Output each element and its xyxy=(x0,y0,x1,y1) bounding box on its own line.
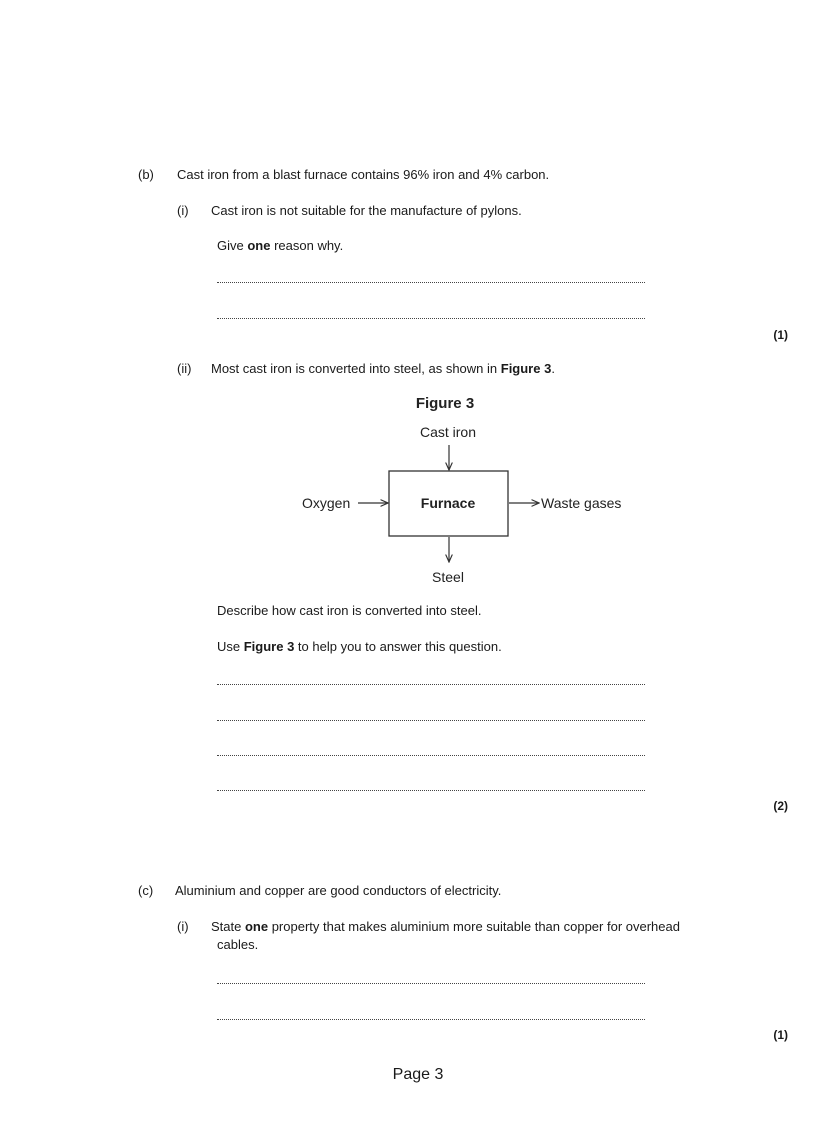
input-cast-iron-label: Cast iron xyxy=(419,424,477,440)
answer-line[interactable] xyxy=(217,983,645,984)
part-b-ii-label: (ii) xyxy=(177,361,192,376)
use-figure-prompt: Use Figure 3 to help you to answer this question. xyxy=(217,639,502,654)
answer-line[interactable] xyxy=(217,720,645,721)
answer-line[interactable] xyxy=(217,318,645,319)
marks-badge: (2) xyxy=(773,799,788,813)
part-b-text: Cast iron from a blast furnace contains 96% iron and 4% carbon. xyxy=(177,167,550,182)
input-oxygen-label: Oxygen xyxy=(302,495,351,511)
answer-line[interactable] xyxy=(217,684,645,685)
marks-badge: (1) xyxy=(773,1028,788,1042)
answer-line[interactable] xyxy=(217,755,645,756)
part-c-text: Aluminium and copper are good conductors of electricity. xyxy=(175,883,502,898)
answer-line[interactable] xyxy=(217,282,645,283)
part-c-i-text: State one property that makes aluminium more suitable than copper for overhead xyxy=(211,919,680,934)
output-waste-gases-label: Waste gases xyxy=(541,495,622,511)
marks-badge: (1) xyxy=(773,328,788,342)
part-c-i-text-line2: cables. xyxy=(217,937,259,952)
output-steel-label: Steel xyxy=(432,569,464,585)
part-c-i-label: (i) xyxy=(177,919,189,934)
part-b-i-prompt: Give one reason why. xyxy=(217,238,344,253)
page-number: Page 3 xyxy=(392,1066,444,1083)
describe-prompt: Describe how cast iron is converted into steel. xyxy=(217,603,482,618)
part-b-ii-text: Most cast iron is converted into steel, as shown in Figure 3. xyxy=(211,361,555,376)
part-b-i-label: (i) xyxy=(177,203,189,218)
answer-line[interactable] xyxy=(217,790,645,791)
part-b-i-text: Cast iron is not suitable for the manufacture of pylons. xyxy=(211,203,522,218)
part-c-label: (c) xyxy=(138,883,154,898)
furnace-label: Furnace xyxy=(420,495,476,511)
figure-title: Figure 3 xyxy=(415,395,475,412)
part-b-label: (b) xyxy=(138,167,154,182)
answer-line[interactable] xyxy=(217,1019,645,1020)
figure-3-diagram xyxy=(290,390,650,590)
